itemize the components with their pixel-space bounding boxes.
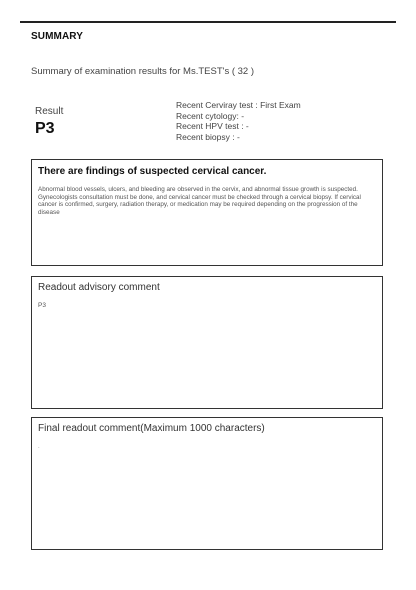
recent-biopsy: Recent biopsy : - [176,131,240,142]
recent-cytology: Recent cytology: - [176,110,245,121]
finding-box [31,159,383,266]
recent-hpv: Recent HPV test : - [176,121,249,131]
finding-body: Abnormal blood vessels, ulcers, and bleeding are observed in the cervix, and abnormal tissue growth is suspected. Gynecologists consultation must be done, and cervical cancer must be checked through a cervical biopsy. If cervical cancer is confirmed, surgery, radiation therapy, or medication may be required depending on the progression of the disease [38,186,361,216]
advisory-comment-box [31,276,383,409]
recent-tests [176,100,301,142]
final-comment-box[interactable] [31,417,383,550]
summary-subtitle: Summary of examination results for Ms.TEST's ( 32 ) [31,66,255,77]
result-value: P3 [35,120,55,137]
advisory-comment-title: Readout advisory comment [38,282,160,293]
recent-cerviray: Recent Cerviray test : First Exam [176,100,301,110]
advisory-comment-text: P3 [38,302,46,309]
final-comment-title: Final readout comment(Maximum 1000 characters) [38,423,265,434]
top-divider [20,21,396,23]
finding-title: There are findings of suspected cervical cancer. [38,166,267,177]
final-comment-text[interactable]: . [38,444,40,450]
result-label: Result [35,106,64,117]
page-title: SUMMARY [31,31,83,42]
